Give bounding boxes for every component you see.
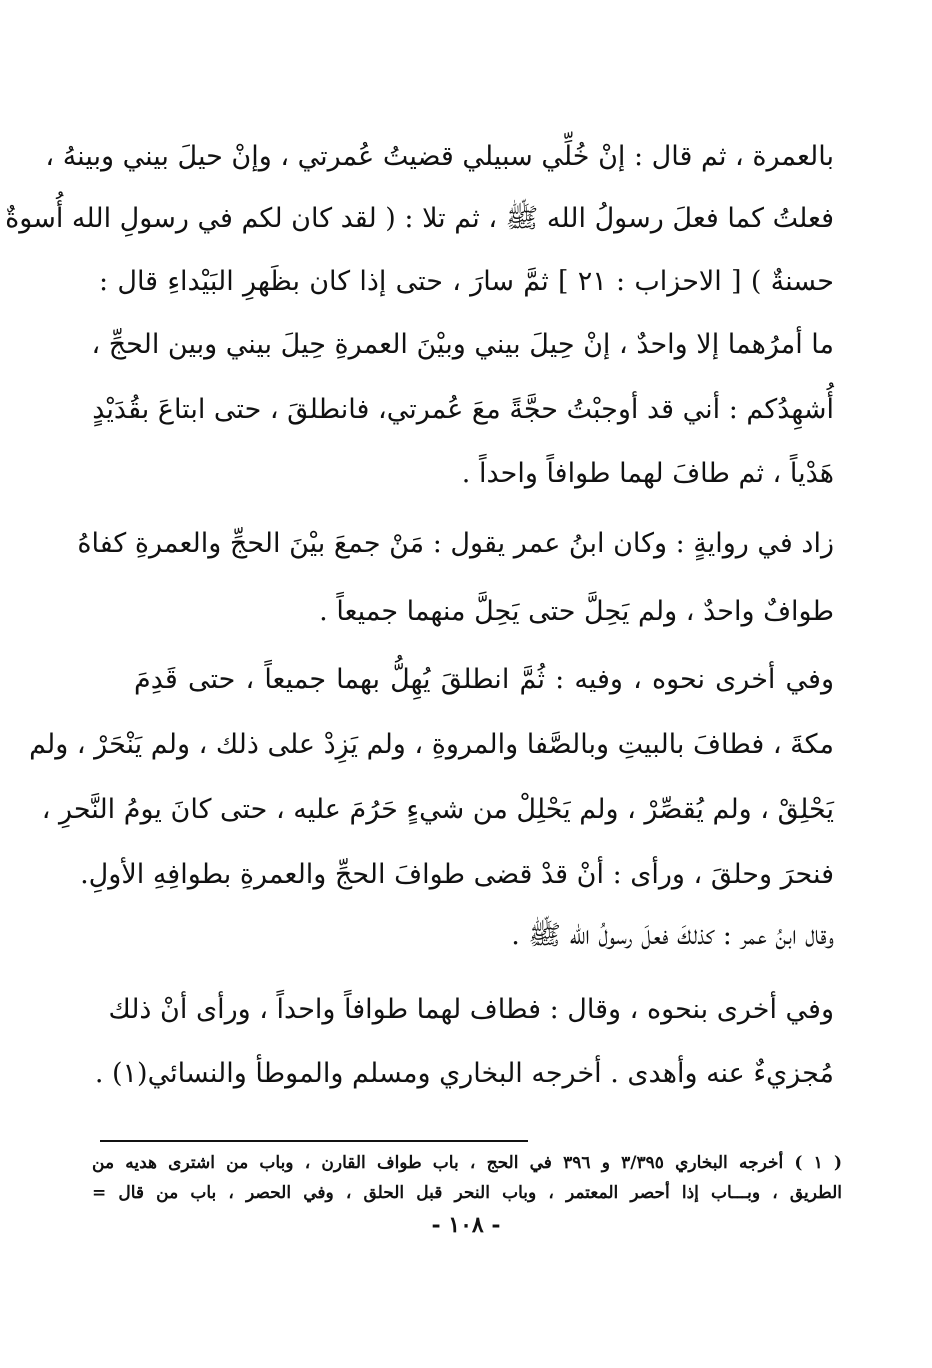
page-number: - ١٠٨ - bbox=[431, 1212, 501, 1238]
body-line-13: وقال ابنُ عمر : كذلكَ فعلَ رسولُ الله ﷺ . bbox=[511, 920, 834, 951]
body-line-11: يَحْلِقْ ، ولم يُقصِّرْ ، ولم يَحْلِلْ من شيءٍ حَرُمَ عليه ، حتى كانَ يومُ النَّحرِ ، bbox=[41, 794, 834, 825]
body-line-4: ما أمرُهما إلا واحدٌ ، إنْ حِيلَ بيني وبيْنَ العمرةِ حِيلَ بيني وبين الحجِّ ، bbox=[91, 329, 834, 360]
body-line-10: مكةَ ، فطافَ بالبيتِ وبالصَّفا والمروةِ ، ولم يَزِدْ على ذلك ، ولم يَنْحَرْ ، ولم bbox=[29, 729, 834, 760]
body-line-6: هَدْياً ، ثم طافَ لهما طوافاً واحداً . bbox=[461, 458, 834, 489]
body-line-2: فعلتُ كما فعلَ رسولُ الله ﷺ ، ثم تلا : ( لقد كان لكم في رسولِ الله أُسوةٌ bbox=[5, 203, 834, 234]
body-line-15: مُجزيءٌ عنه وأهدى . أخرجه البخاري ومسلم والموطأ والنسائي(١) . bbox=[94, 1058, 834, 1089]
body-line-9: وفي أخرى نحوه ، وفيه : ثُمَّ انطلقَ يُهِلُّ بهما جميعاً ، حتى قَدِمَ bbox=[134, 664, 834, 695]
body-line-7: زاد في روايةٍ : وكان ابنُ عمر يقول : مَنْ جمعَ بيْنَ الحجِّ والعمرةِ كفاهُ bbox=[77, 528, 834, 559]
body-line-8: طوافٌ واحدٌ ، ولم يَحِلَّ حتى يَحِلَّ منهما جميعاً . bbox=[319, 596, 834, 627]
body-line-14: وفي أخرى بنحوه ، وقال : فطاف لهما طوافاً واحداً ، ورأى أنْ ذلك bbox=[108, 994, 834, 1025]
footnote-line-1: ( ١ ) أخرجه البخاري ٣/٣٩٥ و ٣٩٦ في الحج ، باب طواف القارن ، وباب من اشترى هديه من bbox=[92, 1153, 843, 1173]
body-line-1: بالعمرة ، ثم قال : إنْ خُلِّي سبيلي قضيتُ عُمرتي ، وإنْ حيلَ بيني وبينهُ ، bbox=[45, 141, 834, 172]
footnote-separator bbox=[100, 1140, 528, 1142]
body-line-12: فنحرَ وحلقَ ، ورأى : أنْ قدْ قضى طوافَ الحجِّ والعمرةِ بطوافِهِ الأولِ. bbox=[80, 859, 834, 890]
body-line-5: أُشهِدُكم : أني قد أوجبْتُ حجَّةً معَ عُمرتي، فانطلقَ ، حتى ابتاعَ بقُدَيْدٍ bbox=[92, 394, 834, 425]
footnote-line-2: الطريق ، وبـــاب إذا أحصر المعتمر ، وباب النحر قبل الحلق ، وفي الحصر ، باب من قال = bbox=[92, 1183, 842, 1203]
body-line-3: حسنةٌ ) [ الاحزاب : ٢١ ] ثمَّ سارَ ، حتى إذا كان بظَهرِ البَيْداءِ قال : bbox=[99, 266, 834, 297]
